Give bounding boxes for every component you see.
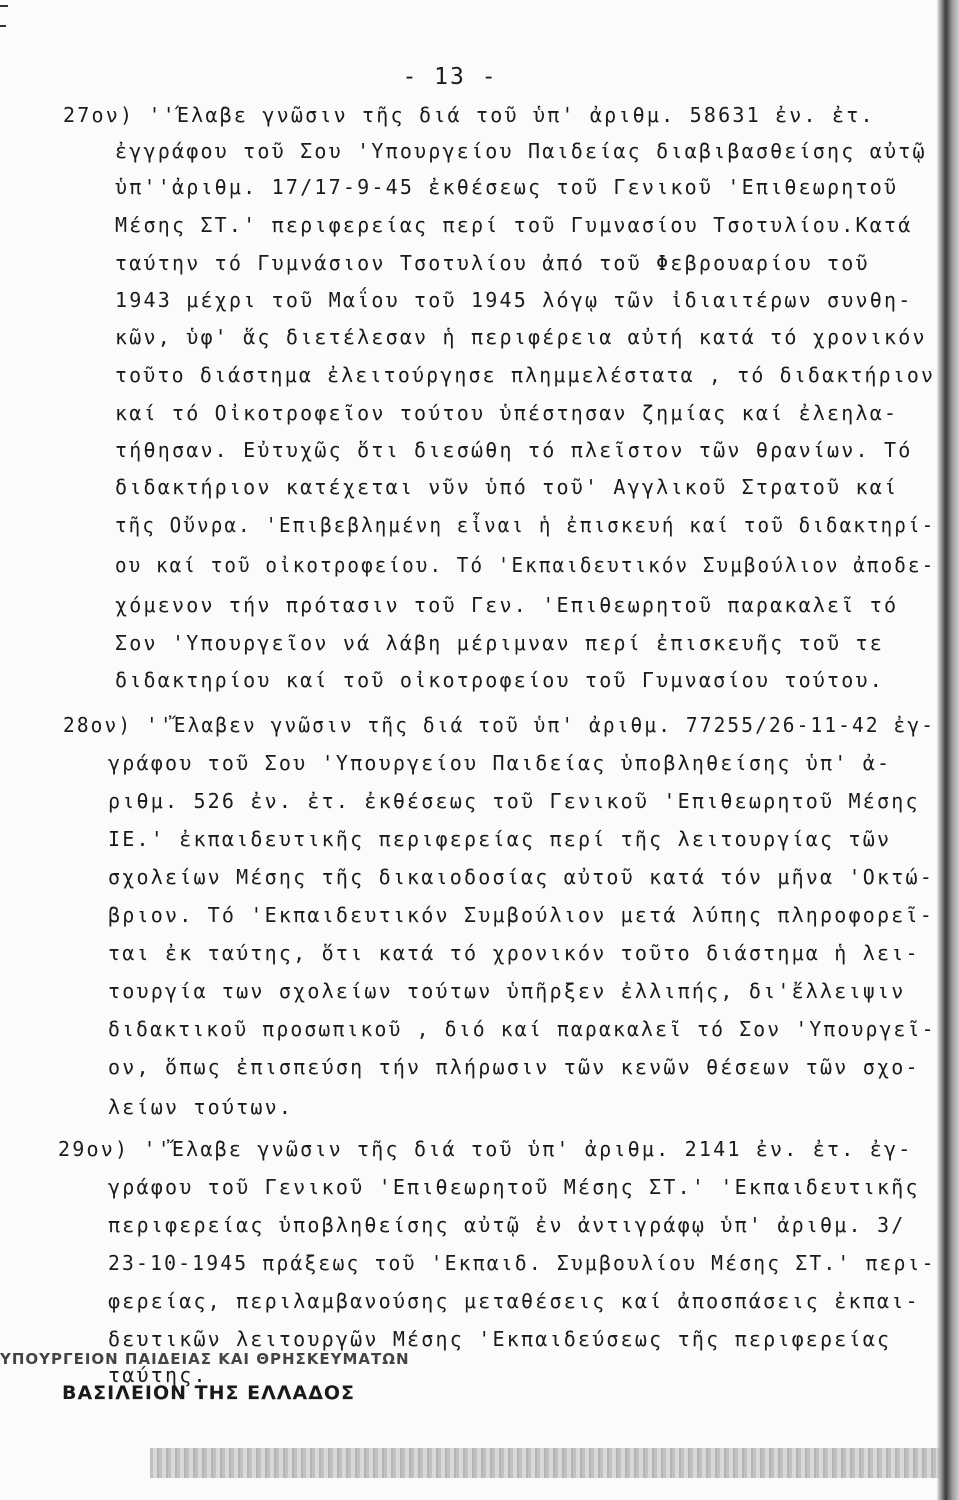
text-line: τουργία των σχολείων τούτων ὑπῆρξεν ἐλλιπής, δι'ἔλλειψιν	[108, 979, 906, 1003]
text-line: φερείας, περιλαμβανούσης μεταθέσεις καί ἀποσπάσεις ἐκπαι-	[108, 1289, 920, 1313]
text-line: λείων τούτων.	[108, 1095, 294, 1119]
text-line: ἐγγράφου τοῦ Σου 'Υπουργείου Παιδείας διαβιβασθείσης αὐτῷ	[115, 139, 927, 163]
stamp-kingdom-line: ΒΑΣΙΛΕΙΟΝ ΤΗΣ ΕΛΛΑΔΟΣ	[62, 1382, 356, 1404]
page-number: - 13 -	[402, 64, 498, 90]
text-line: ον, ὅπως ἐπισπεύση τήν πλήρωσιν τῶν κενῶν θέσεων τῶν σχο-	[108, 1055, 920, 1079]
text-line: ριθμ. 526 ἐν. ἐτ. ἐκθέσεως τοῦ Γενικοῦ 'Επιθεωρητοῦ Μέσης	[108, 789, 920, 813]
text-line: κῶν, ὑφ' ἅς διετέλεσαν ἡ περιφέρεια αὐτή κατά τό χρονικόν	[115, 325, 927, 349]
text-line: διδακτικοῦ προσωπικοῦ , διό καί παρακαλεῖ τό Σον 'Υπουργεῖ-	[108, 1017, 936, 1041]
text-line: 1943 μέχρι τοῦ Μαΐου τοῦ 1945 λόγῳ τῶν ἰδιαιτέρων συνθη-	[115, 288, 913, 312]
text-line: ταύτης.	[108, 1363, 208, 1387]
scan-bottom-band	[150, 1448, 940, 1478]
text-line: διδακτηρίου καί τοῦ οἰκοτροφείου τοῦ Γυμνασίου τούτου.	[115, 668, 885, 692]
text-line: γράφου τοῦ Σου 'Υπουργείου Παιδείας ὑποβληθείσης ὑπ' ἀ-	[108, 751, 892, 775]
text-line: περιφερείας ὑποβληθείσης αὐτῷ ἐν ἀντιγράφῳ ὑπ' ἀριθμ. 3/	[108, 1213, 906, 1237]
text-line: Σον 'Υπουργεῖον νά λάβη μέριμναν περί ἐπισκευῆς τοῦ τε	[115, 631, 885, 655]
text-line: ου καί τοῦ οἰκοτροφείου. Τό 'Εκπαιδευτικόν Συμβούλιον ἀποδε-	[115, 553, 936, 577]
text-line: σχολείων Μέσης τῆς δικαιοδοσίας αὐτοῦ κατά τόν μῆνα 'Οκτώ-	[108, 865, 934, 889]
text-line: καί τό Οἰκοτροφεῖον τούτου ὑπέστησαν ζημίας καί ἐλεηλα-	[115, 401, 899, 425]
text-line: 28ον) ''Ἔλαβεν γνῶσιν τῆς διά τοῦ ὑπ' ἀριθμ. 77255/26-11-42 ἐγ-	[63, 713, 936, 737]
stamp-ministry-line: ΥΠΟΥΡΓΕΙΟΝ ΠΑΙΔΕΙΑΣ ΚΑΙ ΘΡΗΣΚΕΥΜΑΤΩΝ	[0, 1350, 410, 1368]
text-line: 27ον) ''Έλαβε γνῶσιν τῆς διά τοῦ ὑπ' ἀριθμ. 58631 ἐν. ἐτ.	[63, 103, 875, 127]
text-line: Μέσης ΣΤ.' περιφερείας περί τοῦ Γυμνασίου Τσοτυλίου.Κατά	[115, 213, 913, 237]
text-line: βριον. Τό 'Εκπαιδευτικόν Συμβούλιον μετά λύπης πληροφορεῖ-	[108, 903, 934, 927]
text-line: χόμενον τήν πρότασιν τοῦ Γεν. 'Επιθεωρητοῦ παρακαλεῖ τό	[115, 593, 899, 617]
text-line: τήθησαν. Εὐτυχῶς ὅτι διεσώθη τό πλεῖστον τῶν θρανίων. Τό	[115, 438, 913, 462]
text-line: 29ον) ''Ἔλαβε γνῶσιν τῆς διά τοῦ ὑπ' ἀριθμ. 2141 ἐν. ἐτ. ἐγ-	[58, 1137, 913, 1161]
text-line: γράφου τοῦ Γενικοῦ 'Επιθεωρητοῦ Μέσης ΣΤ.' 'Εκπαιδευτικῆς	[108, 1175, 920, 1199]
text-line: δευτικῶν λειτουργῶν Μέσης 'Εκπαιδεύσεως τῆς περιφερείας	[108, 1327, 892, 1351]
text-line: ὑπ''ἀριθμ. 17/17-9-45 ἐκθέσεως τοῦ Γενικοῦ 'Επιθεωρητοῦ	[115, 175, 899, 199]
text-line: ταύτην τό Γυμνάσιον Τσοτυλίου ἀπό τοῦ Φεβρουαρίου τοῦ	[115, 251, 870, 275]
text-line: 23-10-1945 πράξεως τοῦ 'Εκπαιδ. Συμβουλίου Μέσης ΣΤ.' περι-	[108, 1251, 936, 1275]
scan-mark	[0, 0, 10, 40]
text-line: διδακτήριον κατέχεται νῦν ὑπό τοῦ' Αγγλικοῦ Στρατοῦ καί	[115, 475, 899, 499]
text-line: τοῦτο διάστημα ἐλειτούργησε πλημμελέστατα , τό διδακτήριον	[115, 363, 936, 387]
text-line: ται ἐκ ταύτης, ὅτι κατά τό χρονικόν τοῦτο διάστημα ἡ λει-	[108, 941, 920, 965]
text-line: τῆς Οὔνρα. 'Επιβεβλημένη εἶναι ἡ ἐπισκευή καί τοῦ διδακτηρί-	[115, 513, 936, 537]
text-line: ΙΕ.' ἐκπαιδευτικῆς περιφερείας περί τῆς λειτουργίας τῶν	[108, 827, 892, 851]
scan-edge	[937, 0, 959, 1500]
